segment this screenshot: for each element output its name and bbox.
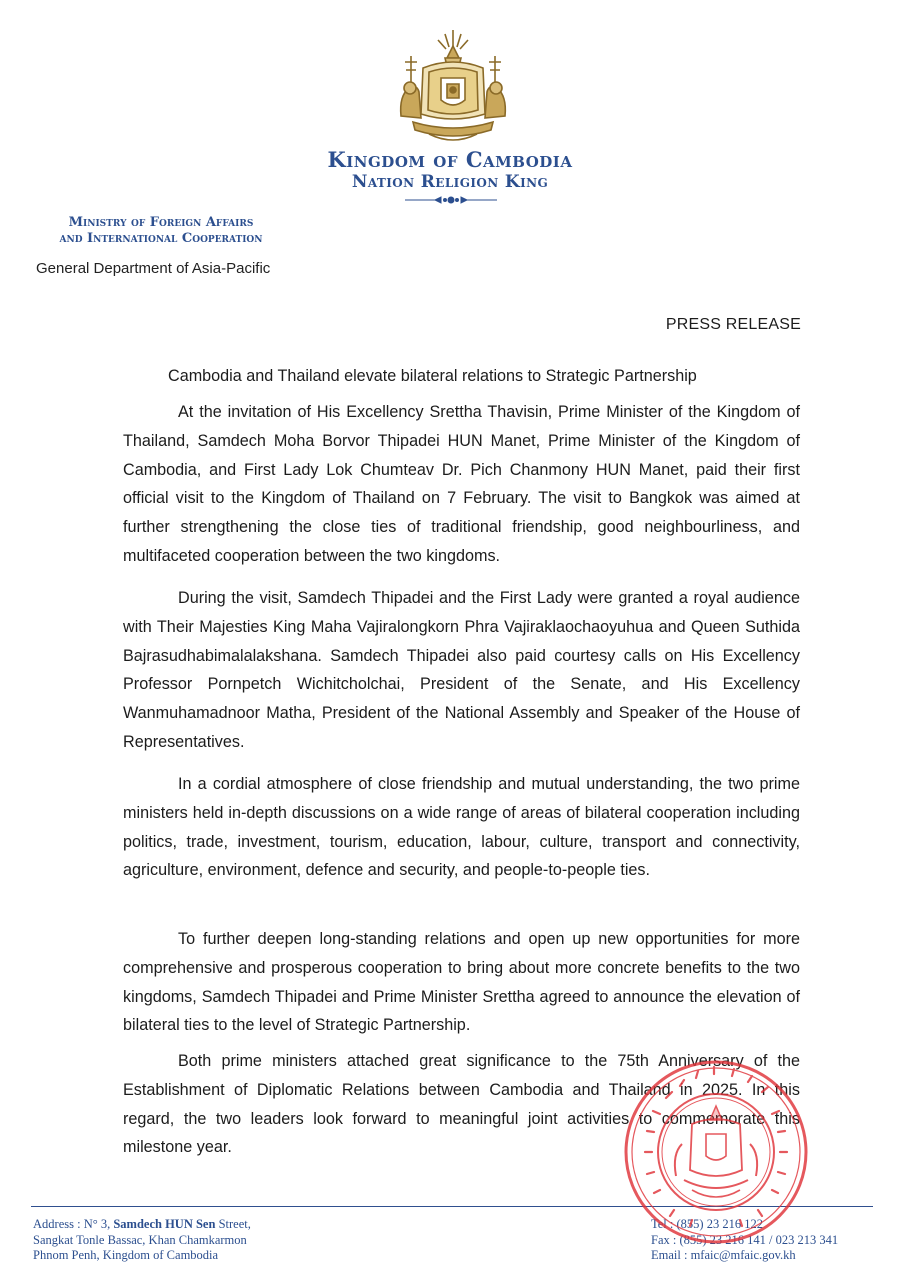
address-label: Address : N° 3,	[33, 1217, 114, 1231]
telephone-number: Tel : (855) 23 216 122	[651, 1217, 763, 1231]
paragraph-text: At the invitation of His Excellency Srettha Thavisin, Prime Minister of the Kingdom of Thailand, Samdech Moha Borvor Thipadei HUN Manet, Prime Minister of the Kingdom of Cambodia, and First Lady Lok Chumteav Dr. Pich Chanmony HUN Manet, paid their first official visit to the Kingdom of Thailand on 7 February. The visit to Bangkok was aimed at further strengthening the close ties of traditional friendship, good neighbourliness, and multifaceted cooperation between the two kingdoms.	[123, 403, 800, 565]
kingdom-title: Kingdom of Cambodia	[327, 147, 573, 172]
press-release-title: Cambodia and Thailand elevate bilateral relations to Strategic Partnership	[168, 367, 697, 385]
body-paragraph-1	[123, 398, 800, 571]
decorative-divider-icon	[405, 195, 497, 205]
paragraph-text: During the visit, Samdech Thipadei and the First Lady were granted a royal audience with Their Majesties King Maha Vajiralongkorn Phra Vajiraklaochaoyuhua and Queen Suthida Bajrasudhabimalalakshana. Samdech Thipadei also paid courtesy calls on His Excellency Professor Pornpetch Wichitcholchai, President of the Senate, and His Excellency Wanmuhamadnoor Matha, President of the National Assembly and Speaker of the House of Representatives.	[123, 589, 800, 751]
royal-arms-emblem-icon	[393, 26, 513, 148]
department-name: General Department of Asia-Pacific	[36, 260, 271, 277]
fax-number: Fax : (855) 23 216 141 / 023 213 341	[651, 1232, 839, 1247]
body-paragraph-3	[123, 770, 800, 885]
address-street-suffix: Street,	[215, 1217, 251, 1231]
footer-address	[33, 1217, 251, 1264]
ministry-name-line1: Ministry of Foreign Affairs	[68, 215, 254, 230]
address-line-2: Sangkat Tonle Bassac, Khan Chamkarmon	[33, 1232, 247, 1247]
email-address: Email : mfaic@mfaic.gov.kh	[651, 1248, 796, 1262]
paragraph-text: In a cordial atmosphere of close friendship and mutual understanding, the two prime ministers held in-depth discussions on a wide range of areas of bilateral cooperation including politics, trade, investment, tourism, education, labour, culture, transport and connectivity, agriculture, environment, defence and security, and people-to-people ties.	[123, 775, 800, 880]
body-paragraph-2	[123, 584, 800, 757]
document-type: PRESS RELEASE	[665, 316, 801, 333]
address-street-name: Samdech HUN Sen	[113, 1217, 216, 1231]
paragraph-text: To further deepen long-standing relations and open up new opportunities for more comprehensive and prosperous cooperation to bring about more concrete benefits to the two kingdoms, Samdech Thipadei and Prime Minister Srettha agreed to announce the elevation of bilateral ties to the level of Strategic Partnership.	[123, 930, 800, 1035]
paragraph-text: Both prime ministers attached great significance to the 75th Anniversary of the Establishment of Diplomatic Relations between Cambodia and Thailand in 2025. In this regard, the two leaders look forward to meaningful joint activities to commemorate this milestone year.	[123, 1052, 800, 1157]
ministry-name-line2: and International Cooperation	[59, 231, 263, 246]
national-motto: Nation Religion King	[351, 172, 549, 192]
body-paragraph-4	[123, 925, 800, 1040]
address-line-3: Phnom Penh, Kingdom of Cambodia	[33, 1248, 219, 1262]
official-seal-icon	[622, 1058, 810, 1246]
